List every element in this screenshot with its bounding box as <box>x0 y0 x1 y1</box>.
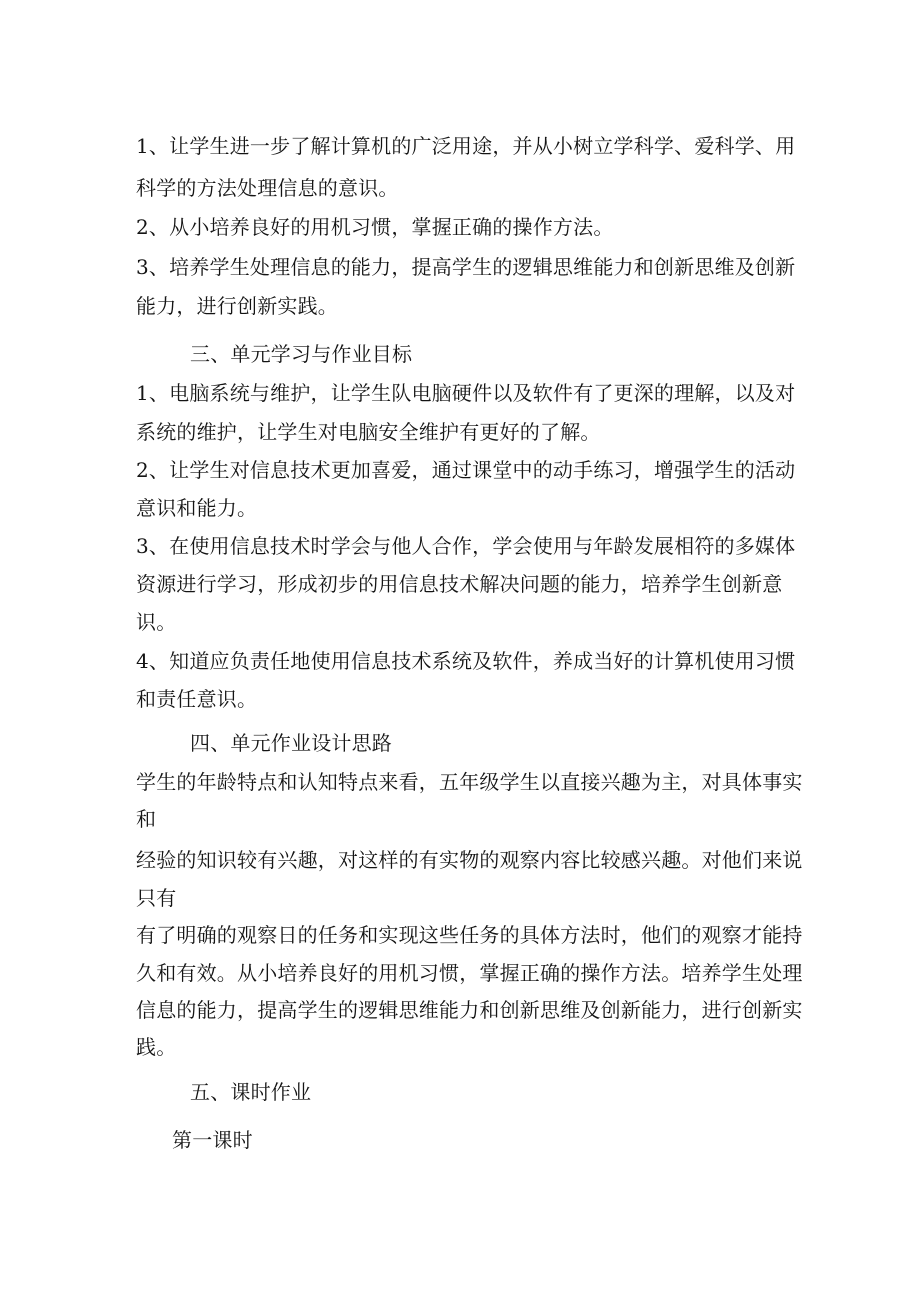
section-heading-3: 三、单元学习与作业目标 <box>190 342 413 366</box>
paragraph-line: 2、让学生对信息技术更加喜爱，通过课堂中的动手练习，增强学生的活动 <box>136 458 796 482</box>
section-heading-5: 五、课时作业 <box>190 1080 312 1104</box>
paragraph-line: 学生的年龄特点和认知特点来看，五年级学生以直接兴趣为主，对具体事实 <box>136 770 803 794</box>
paragraph-line: 4、知道应负责任地使用信息技术系统及软件，养成当好的计算机使用习惯 <box>136 649 796 673</box>
lesson-title: 第一课时 <box>172 1128 253 1152</box>
paragraph-line: 科学的方法处理信息的意识。 <box>136 176 399 200</box>
paragraph-line: 久和有效。从小培养良好的用机习惯，掌握正确的操作方法。培养学生处理 <box>136 961 803 985</box>
paragraph-line: 和 <box>136 807 157 831</box>
paragraph-line: 能力，进行创新实践。 <box>136 294 338 318</box>
paragraph-line: 资源进行学习，形成初步的用信息技术解决问题的能力，培养学生创新意 <box>136 572 783 596</box>
paragraph-line: 识。 <box>136 610 177 634</box>
paragraph-line: 践。 <box>136 1035 177 1059</box>
paragraph-line: 系统的维护，让学生对电脑安全维护有更好的了解。 <box>136 420 601 444</box>
paragraph-line: 3、在使用信息技术时学会与他人合作，学会使用与年龄发展相符的多媒体 <box>136 534 796 558</box>
paragraph-line: 和责任意识。 <box>136 687 258 711</box>
paragraph-line: 3、培养学生处理信息的能力，提高学生的逻辑思维能力和创新思维及创新 <box>136 255 796 279</box>
paragraph-line: 1、让学生进一步了解计算机的广泛用途，并从小树立学科学、爱科学、用 <box>136 134 796 158</box>
paragraph-line: 经验的知识较有兴趣，对这样的有实物的观察内容比较感兴趣。对他们来说 <box>136 848 803 872</box>
paragraph-line: 2、从小培养良好的用机习惯，掌握正确的操作方法。 <box>136 215 614 239</box>
paragraph-line: 信息的能力，提高学生的逻辑思维能力和创新思维及创新能力，进行创新实 <box>136 998 803 1022</box>
paragraph-line: 1、电脑系统与维护，让学生队电脑硬件以及软件有了更深的理解，以及对 <box>136 381 796 405</box>
paragraph-line: 有了明确的观察日的任务和实现这些任务的具体方法时，他们的观察才能持 <box>136 923 803 947</box>
paragraph-line: 只有 <box>136 886 177 910</box>
paragraph-line: 意识和能力。 <box>136 496 258 520</box>
section-heading-4: 四、单元作业设计思路 <box>190 731 392 755</box>
